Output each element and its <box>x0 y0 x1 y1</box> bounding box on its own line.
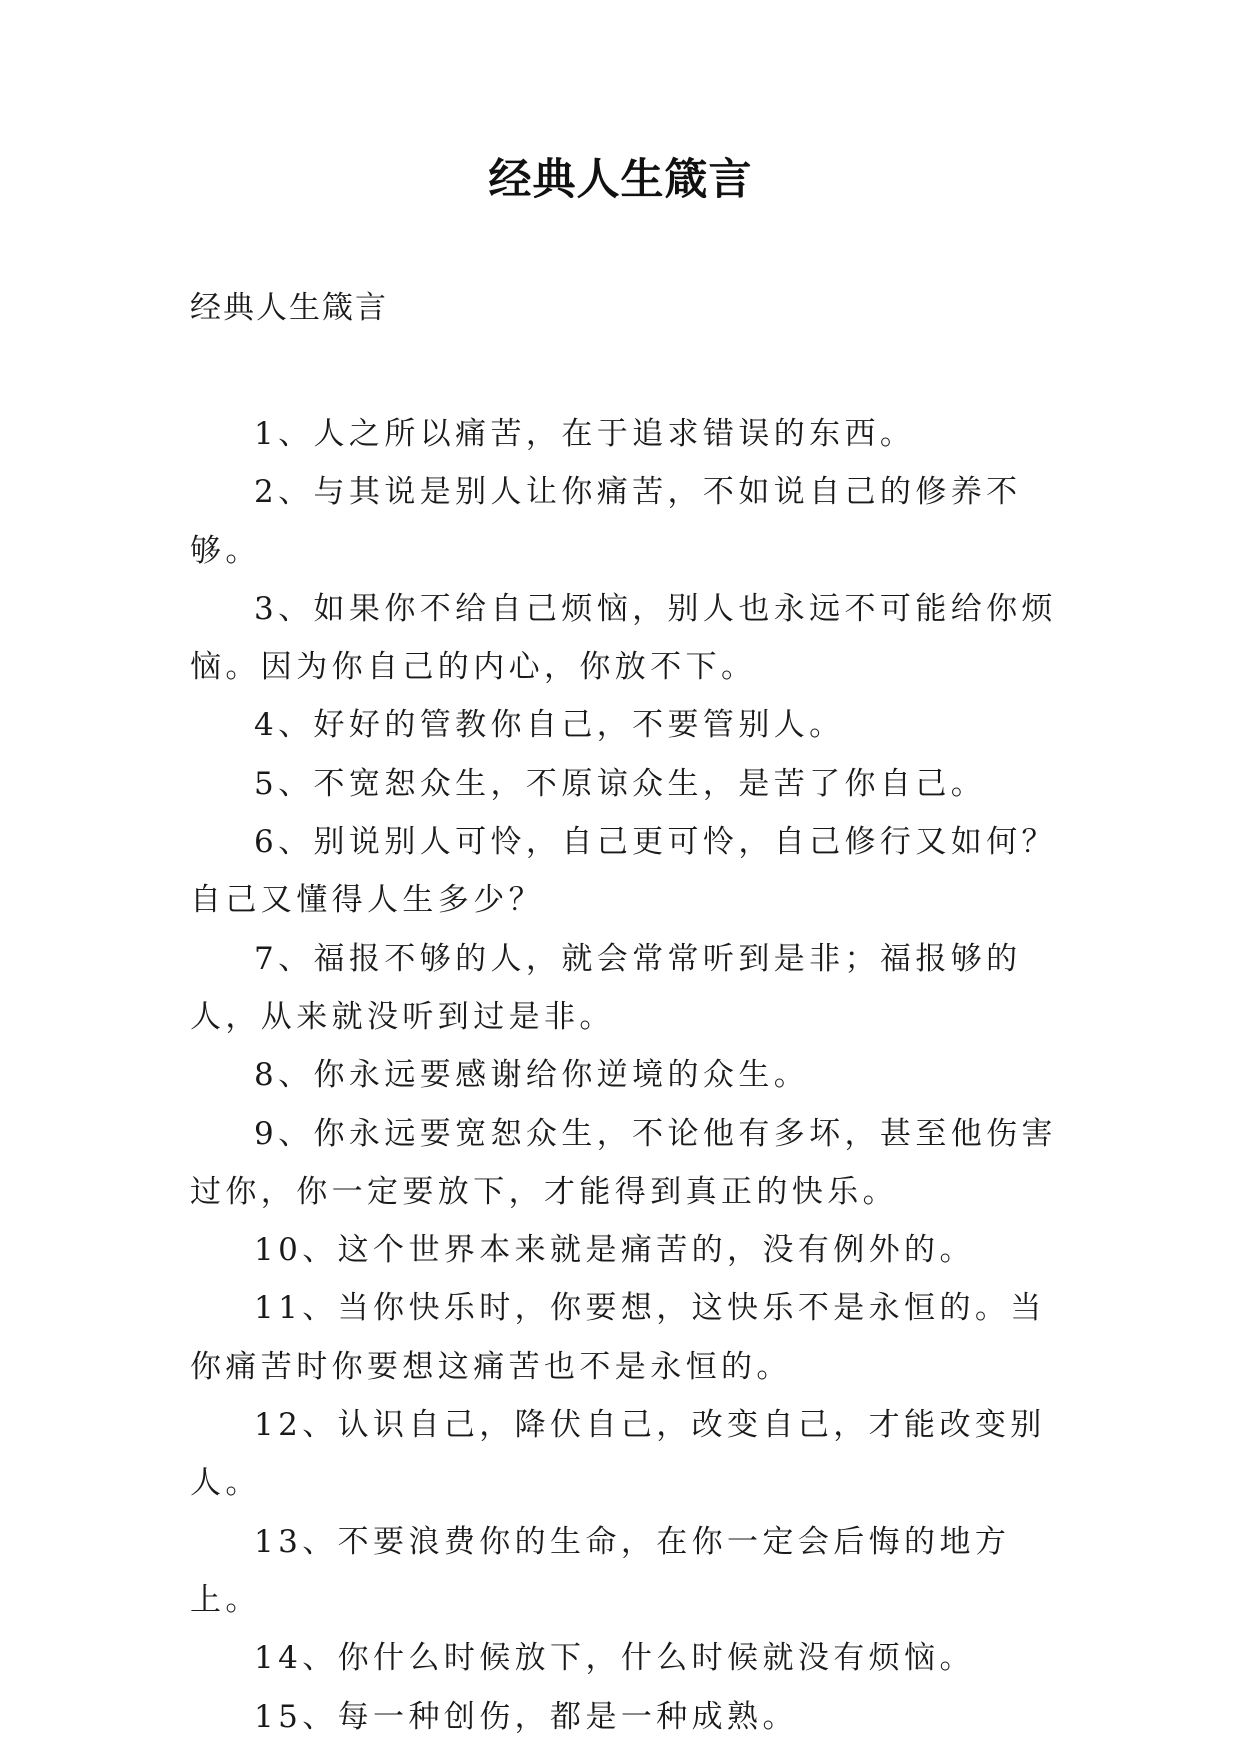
paragraph-1: 1、人之所以痛苦，在于追求错误的东西。 <box>254 416 916 452</box>
document-title: 经典人生箴言 <box>488 155 753 205</box>
paragraph-11: 11、当你快乐时，你要想，这快乐不是永恒的。当你痛苦时你要想这痛苦也不是永恒的。 <box>190 1290 1046 1385</box>
paragraph-14: 14、你什么时候放下，什么时候就没有烦恼。 <box>254 1640 975 1677</box>
paragraph-6: 6、别说别人可怜，自己更可怜，自己修行又如何？自己又懂得人生多少？ <box>190 824 1057 919</box>
paragraph-5: 5、不宽恕众生，不原谅众生，是苦了你自己。 <box>254 765 987 802</box>
paragraph-15: 15、每一种创伤，都是一种成熟。 <box>254 1698 798 1735</box>
document-body <box>190 405 1060 1746</box>
paragraph-9: 9、你永远要宽恕众生，不论他有多坏，甚至他伤害过你，你一定要放下，才能得到真正的快乐。 <box>190 1115 1057 1210</box>
paragraph-12: 12、认识自己，降伏自己，改变自己，才能改变别人。 <box>190 1407 1046 1502</box>
paragraph-4: 4、好好的管教你自己，不要管别人。 <box>254 707 845 744</box>
paragraph-7: 7、福报不够的人，就会常常听到是非；福报够的人，从来就没听到过是非。 <box>190 940 1022 1035</box>
paragraph-13: 13、不要浪费你的生命，在你一定会后悔的地方上。 <box>190 1523 1011 1618</box>
paragraph-10: 10、这个世界本来就是痛苦的，没有例外的。 <box>254 1232 975 1269</box>
document-subtitle: 经典人生箴言 <box>190 290 388 326</box>
paragraph-3: 3、如果你不给自己烦恼，别人也永远不可能给你烦恼。因为你自己的内心，你放不下。 <box>190 590 1057 686</box>
paragraph-2: 2、与其说是别人让你痛苦，不如说自己的修养不够。 <box>190 474 1022 569</box>
paragraph-8: 8、你永远要感谢给你逆境的众生。 <box>254 1057 810 1094</box>
